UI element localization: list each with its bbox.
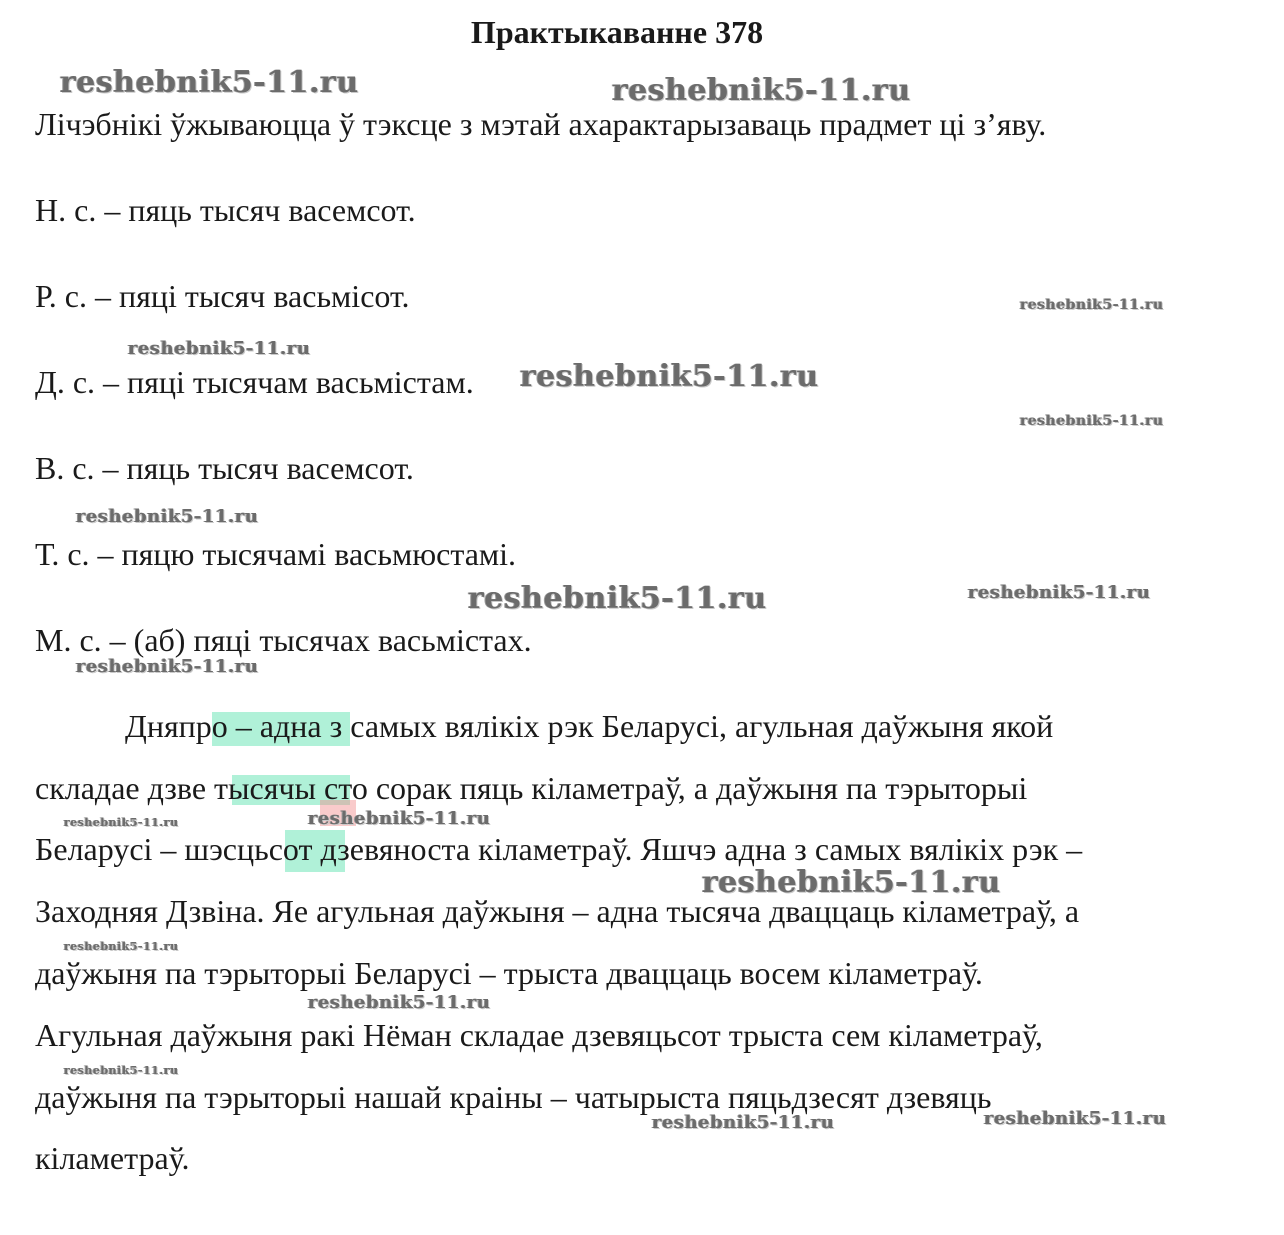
watermark: reshebnik5-11.ru	[652, 1112, 835, 1133]
page-title: Практыкаванне 378	[470, 14, 764, 50]
text-line-5: даўжыня па тэрыторыі Беларусі – трыста дваццаць восем кіламетраў.	[35, 955, 983, 991]
intro-text: Лічэбнікі ўжываюцца ў тэксце з мэтай ахарактарызаваць прадмет ці з’яву.	[35, 106, 1047, 142]
case-nominative: Н. с. – пяць тысяч васемсот.	[35, 192, 416, 228]
text-line-2: складае дзве тысячы сто сорак пяць кіламетраў, а даўжыня па тэрыторыі	[35, 770, 1028, 806]
watermark: reshebnik5-11.ru	[984, 1108, 1167, 1129]
watermark: reshebnik5-11.ru	[612, 73, 911, 108]
watermark: reshebnik5-11.ru	[308, 992, 491, 1013]
text-line-6: Агульная даўжыня ракі Нёман складае дзевяцьсот трыста сем кіламетраў,	[35, 1017, 1043, 1053]
text-line-3: Беларусі – шэсцьсот дзевяноста кіламетраў. Яшчэ адна з самых вялікіх рэк –	[35, 831, 1083, 867]
text-line-1: Дняпро – адна з самых вялікіх рэк Беларусі, агульная даўжыня якой	[125, 708, 1054, 744]
text-line-7: даўжыня па тэрыторыі нашай краіны – чатырыста пяцьдзесят дзевяць	[35, 1079, 992, 1115]
watermark: reshebnik5-11.ru	[702, 865, 1001, 900]
text-line-8: кіламетраў.	[35, 1140, 190, 1176]
case-locative: М. с. – (аб) пяці тысячах васьмістах.	[35, 622, 532, 658]
case-dative: Д. с. – пяці тысячам васьмістам.	[35, 364, 474, 400]
case-genitive: Р. с. – пяці тысяч васьмісот.	[35, 278, 410, 314]
case-instrumental: Т. с. – пяцю тысячамі васьмюстамі.	[35, 536, 517, 572]
watermark: reshebnik5-11.ru	[1020, 413, 1164, 429]
watermark: reshebnik5-11.ru	[520, 359, 819, 394]
text-line-4: Заходняя Дзвіна. Яе агульная даўжыня – адна тысяча дваццаць кіламетраў, а	[35, 893, 1080, 929]
watermark: reshebnik5-11.ru	[76, 656, 259, 677]
watermark: reshebnik5-11.ru	[76, 506, 259, 527]
watermark: reshebnik5-11.ru	[1020, 297, 1164, 313]
watermark: reshebnik5-11.ru	[468, 581, 767, 616]
case-accusative: В. с. – пяць тысяч васемсот.	[35, 450, 414, 486]
watermark: reshebnik5-11.ru	[128, 338, 311, 359]
watermark: reshebnik5-11.ru	[64, 940, 179, 953]
watermark: reshebnik5-11.ru	[60, 65, 359, 100]
watermark: reshebnik5-11.ru	[64, 1064, 179, 1077]
watermark: reshebnik5-11.ru	[968, 582, 1151, 603]
watermark: reshebnik5-11.ru	[64, 816, 179, 829]
watermark: reshebnik5-11.ru	[308, 808, 491, 829]
